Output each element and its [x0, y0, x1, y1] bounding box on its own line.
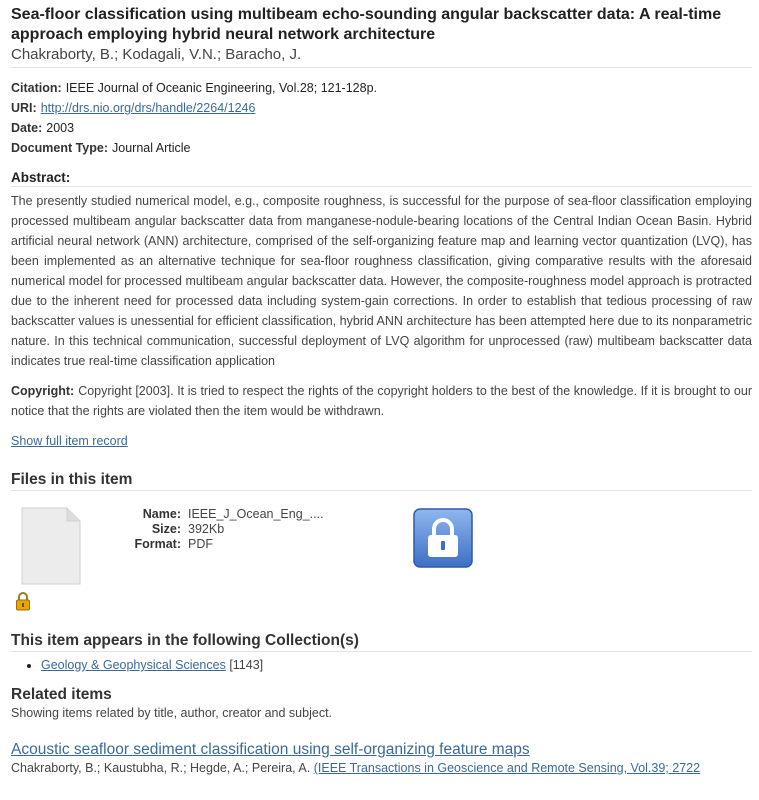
files-heading: Files in this item	[11, 471, 752, 491]
date-value: 2003	[46, 121, 75, 135]
file-size-label: Size:	[151, 522, 181, 536]
lock-badge-icon[interactable]	[413, 508, 473, 568]
citation-row	[11, 78, 752, 98]
file-format-value: PDF	[188, 537, 213, 551]
show-full-record-link[interactable]: Show full item record	[11, 434, 128, 448]
collection-count: [1143]	[229, 658, 264, 672]
related-subheading: Showing items related by title, author, creator and subject.	[11, 706, 333, 720]
related-heading: Related items	[11, 686, 112, 703]
doctype-label: Document Type:	[11, 141, 108, 155]
date-row	[11, 118, 752, 138]
citation-value: IEEE Journal of Oceanic Engineering, Vol.28; 121-128p.	[65, 81, 378, 95]
related-item-link[interactable]: Acoustic seafloor sediment classification using self-organizing feature maps	[11, 741, 530, 758]
copyright-text: Copyright [2003]. It is tried to respect the rights of the copyright holders to the best of the knowledge. If it is brought to our notice that the rights are violated then the item would be withdrawn.	[11, 384, 752, 418]
uri-row	[11, 98, 752, 118]
abstract-heading: Abstract:	[11, 170, 752, 187]
collection-link[interactable]: Geology & Geophysical Sciences	[41, 658, 226, 672]
file-size-row	[111, 522, 324, 537]
file-format-row	[111, 537, 324, 552]
copyright-block	[11, 381, 752, 421]
item-authors: Chakraborty, B.; Kodagali, V.N.; Baracho, J.	[11, 45, 752, 68]
padlock-icon	[15, 591, 31, 611]
uri-link[interactable]: http://drs.nio.org/drs/handle/2264/1246	[40, 101, 256, 115]
item-title: Sea-floor classification using multibeam echo-sounding angular backscatter data: A real-time approach employing hybrid neural network architecture	[11, 6, 722, 43]
abstract-text: The presently studied numerical model, e.g., composite roughness, is successful for the purpose of sea-floor classification employing processed multibeam angular backscatter data from manganese-nodule-bearing locations of the Central Indian Ocean Basin. Hybrid artificial neural network (ANN) architecture, comprised of the self-organizing feature map and learning vector quantization (LVQ), has been implemented as an alternative technique for sea-floor roughness classification, giving comparative results with the aforesaid numerical model for processed multibeam angular backscatter data. However, the composite-roughness model approach is protracted due to the inherent need for processed data including system-gain corrections. In order to establish that tedious processing of raw backscatter values is unessential for efficient classification, hybrid ANN architecture has been attempted here due to its nonparametric nature. In this technical communication, successful deployment of LVQ algorithm for unprocessed (raw) multibeam backscatter data indicates true real-time classification application	[11, 194, 752, 368]
metadata-block	[11, 78, 752, 158]
file-name-label: Name:	[142, 507, 181, 521]
document-icon[interactable]	[21, 507, 81, 585]
file-name-value: IEEE_J_Ocean_Eng_....	[188, 507, 324, 521]
date-label: Date:	[11, 121, 43, 135]
file-size-value: 392Kb	[188, 522, 225, 536]
citation-label: Citation:	[11, 81, 62, 95]
doctype-value: Journal Article	[112, 141, 191, 155]
collections-heading: This item appears in the following Collection(s)	[11, 632, 752, 652]
related-item-authors: Chakraborty, B.; Kaustubha, R.; Hegde, A.; Pereira, A.	[11, 761, 311, 775]
file-format-label: Format:	[134, 537, 181, 551]
doctype-row	[11, 138, 752, 158]
related-item-source[interactable]: (IEEE Transactions in Geoscience and Remote Sensing, Vol.39; 2722	[313, 761, 701, 775]
collections-list	[11, 655, 752, 675]
copyright-label: Copyright:	[11, 384, 75, 398]
related-item-authors-row	[11, 760, 752, 776]
list-item	[41, 655, 752, 675]
file-name-row	[111, 507, 324, 522]
related-item-title	[11, 740, 752, 760]
file-entry	[11, 491, 752, 631]
uri-label: URI:	[11, 101, 37, 115]
item-view	[11, 0, 752, 776]
file-details	[111, 507, 324, 552]
